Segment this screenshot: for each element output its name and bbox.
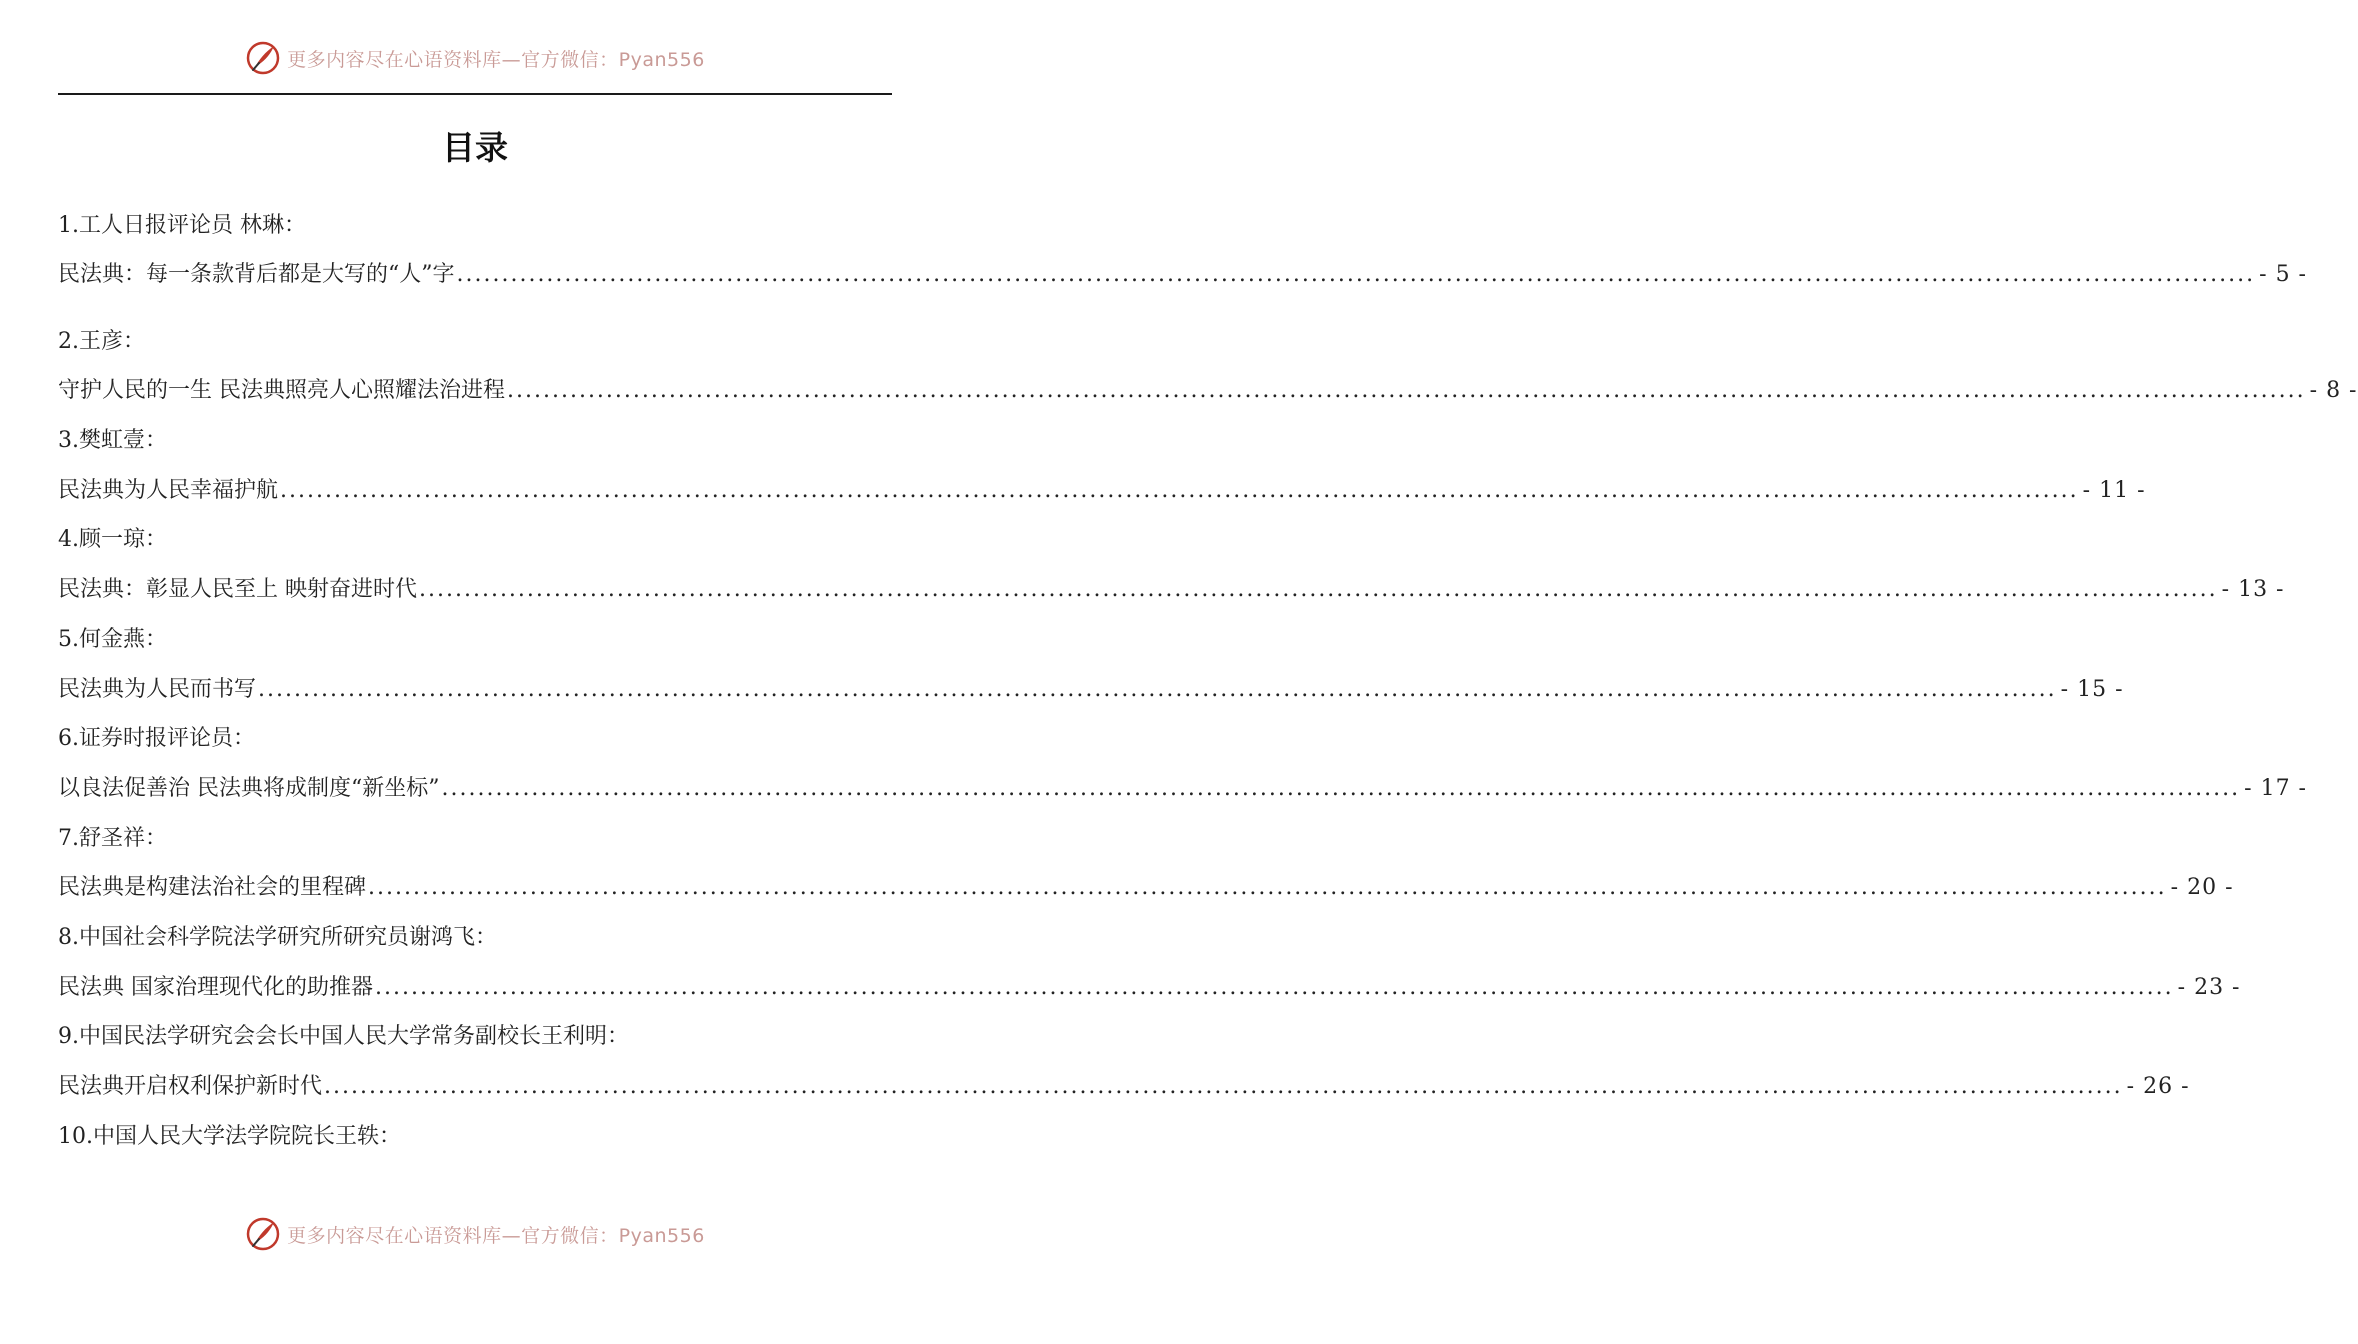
toc-entry-link[interactable]: [58, 376, 2358, 406]
toc-leader-dots: ........................................................................................................................................................................................................: [375, 975, 2174, 1000]
header-banner-text: 更多内容尽在心语资料库—官方微信：Pyan556: [287, 48, 705, 71]
toc-page-number: - 26 -: [2126, 1074, 2190, 1099]
toc-entry-link[interactable]: [58, 476, 2146, 506]
page-title: 目录: [442, 128, 508, 167]
toc-entry-link[interactable]: [58, 774, 2307, 804]
toc-entry-author: 6.证券时报评论员：: [58, 726, 255, 751]
feather-quill-logo-icon: [245, 1216, 281, 1252]
toc-entry-author: 1.工人日报评论员 林琳：: [58, 213, 306, 238]
toc-page-number: - 15 -: [2060, 677, 2124, 702]
toc-entry-author: 10.中国人民大学法学院院长王轶：: [58, 1124, 401, 1149]
toc-leader-dots: ........................................................................................................................................................................................................: [280, 478, 2079, 503]
footer-banner: [0, 1212, 950, 1256]
toc-entry-title: 以良法促善治 民法典将成制度“新坐标”: [58, 776, 440, 801]
toc-entry-title: 民法典为人民而书写: [58, 677, 257, 702]
toc-page-number: - 8 -: [2309, 378, 2358, 403]
toc-entry-author: 8.中国社会科学院法学研究所研究员谢鸿飞：: [58, 925, 497, 950]
toc-entry-title: 民法典 国家治理现代化的助推器: [58, 975, 373, 1000]
toc-entry-title: 民法典为人民幸福护航: [58, 478, 279, 503]
toc-page-number: - 13 -: [2221, 577, 2285, 602]
toc-entry-author: 4.顾一琼：: [58, 527, 167, 552]
toc-leader-dots: ........................................................................................................................................................................................................: [507, 378, 2306, 403]
toc-leader-dots: ........................................................................................................................................................................................................: [258, 677, 2057, 702]
toc-entry-author: 2.王彦：: [58, 329, 145, 354]
toc-leader-dots: ........................................................................................................................................................................................................: [419, 577, 2218, 602]
toc-leader-dots: ........................................................................................................................................................................................................: [456, 262, 2256, 287]
toc-entry-author: 9.中国民法学研究会会长中国人民大学常务副校长王利明：: [58, 1024, 629, 1049]
toc-page-number: - 5 -: [2259, 262, 2307, 287]
toc-entry-link[interactable]: [58, 675, 2124, 705]
toc-entry-link[interactable]: [58, 575, 2285, 605]
toc-entry-title: 民法典开启权利保护新时代: [58, 1074, 323, 1099]
toc-leader-dots: ........................................................................................................................................................................................................: [324, 1074, 2123, 1099]
toc-leader-dots: ........................................................................................................................................................................................................: [441, 776, 2241, 801]
toc-entry-author: 5.何金燕：: [58, 627, 167, 652]
toc-page-number: - 11 -: [2082, 478, 2146, 503]
toc-entry-title: 民法典：彰显人民至上 映射奋进时代: [58, 577, 417, 602]
toc-entry-author: 3.樊虹壹：: [58, 428, 167, 453]
toc-entry-link[interactable]: [58, 873, 2234, 903]
footer-banner-text: 更多内容尽在心语资料库—官方微信：Pyan556: [287, 1224, 705, 1247]
toc-entry-title: 守护人民的一生 民法典照亮人心照耀法治进程: [58, 378, 505, 403]
toc-leader-dots: ........................................................................................................................................................................................................: [368, 875, 2167, 900]
toc-page-number: - 23 -: [2177, 975, 2241, 1000]
toc-entry-link[interactable]: [58, 260, 2307, 290]
header-divider: [58, 93, 892, 95]
toc-page-number: - 17 -: [2244, 776, 2307, 801]
feather-quill-logo-icon: [245, 40, 281, 76]
toc-entry-link[interactable]: [58, 1072, 2190, 1102]
toc-page-number: - 20 -: [2170, 875, 2234, 900]
toc-entry-author: 7.舒圣祥：: [58, 826, 167, 851]
toc-entry-title: 民法典：每一条款背后都是大写的“人”字: [58, 262, 455, 287]
header-banner: [0, 36, 950, 80]
toc-entry-title: 民法典是构建法治社会的里程碑: [58, 875, 367, 900]
toc-entry-link[interactable]: [58, 973, 2241, 1003]
